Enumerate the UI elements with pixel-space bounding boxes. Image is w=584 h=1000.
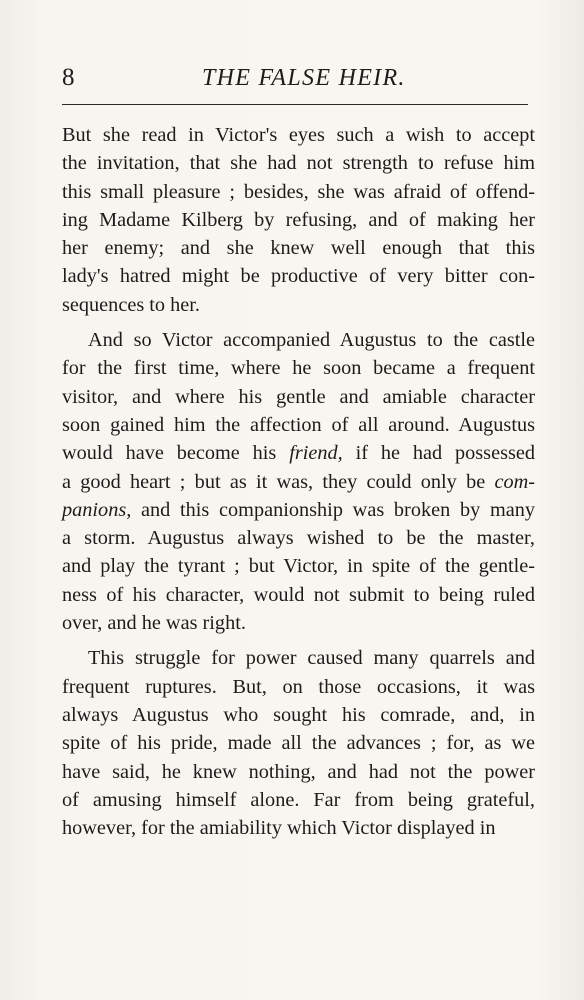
italic-word: com- <box>494 470 535 493</box>
text-line <box>62 524 535 552</box>
text-run: spite of his pride, made all the advances ; for, as we <box>62 732 535 755</box>
text-line <box>62 609 535 637</box>
text-line <box>62 178 535 206</box>
text-run: sequences to her. <box>62 293 200 316</box>
text-run: her enemy; and she knew well enough that this <box>62 237 535 260</box>
text-run: lady's hatred might be productive of very bitter con- <box>62 265 535 288</box>
text-run: however, for the amiability which Victor displayed in <box>62 817 496 840</box>
text-run: over, and he was right. <box>62 612 246 635</box>
text-line <box>62 121 535 149</box>
text-line <box>62 354 535 382</box>
text-run: But she read in Victor's eyes such a wish to accept <box>62 124 535 146</box>
text-line <box>62 326 535 354</box>
text-line <box>62 701 535 729</box>
body-text <box>62 121 535 842</box>
text-line <box>62 496 535 524</box>
running-head <box>62 63 528 93</box>
text-run: visitor, and where his gentle and amiable character <box>62 385 535 408</box>
paragraph <box>62 644 535 842</box>
text-line <box>62 644 535 672</box>
text-run: if he had possessed <box>342 442 536 465</box>
text-line <box>62 786 535 814</box>
text-run: for the first time, where he soon became a frequent <box>62 357 535 380</box>
text-run: of amusing himself alone. Far from being grateful, <box>62 788 535 811</box>
text-run: and play the tyrant ; but Victor, in spite of the gentle- <box>62 555 535 578</box>
text-run: ing Madame Kilberg by refusing, and of making her <box>62 208 535 231</box>
text-run: a storm. Augustus always wished to be the master, <box>62 527 535 550</box>
italic-word: panions, <box>62 498 132 521</box>
text-line <box>62 729 535 757</box>
text-line <box>62 581 535 609</box>
text-line <box>62 411 535 439</box>
text-run: a good heart ; but as it was, they could only be <box>62 470 495 493</box>
italic-word: friend, <box>289 442 343 465</box>
text-line <box>62 673 535 701</box>
text-run: This struggle for power caused many quarrels and <box>88 647 535 670</box>
text-line <box>62 552 535 580</box>
text-run: this small pleasure ; besides, she was afraid of offend- <box>62 180 535 203</box>
text-line <box>62 758 535 786</box>
text-run: And so Victor accompanied Augustus to the castle <box>88 329 535 352</box>
paragraph <box>62 326 535 637</box>
text-run: have said, he knew nothing, and had not the power <box>62 760 535 783</box>
text-line <box>62 234 535 262</box>
text-line <box>62 206 535 234</box>
text-run: the invitation, that she had not strength to refuse him <box>62 152 535 175</box>
text-run: would have become his <box>62 442 290 465</box>
paragraph-gap <box>62 319 535 326</box>
paragraph-gap <box>62 637 535 644</box>
text-run: ness of his character, would not submit to being ruled <box>62 583 535 606</box>
paragraph <box>62 121 535 319</box>
running-title: THE FALSE HEIR. <box>202 65 406 91</box>
page-number: 8 <box>62 64 75 91</box>
text-run: and this companionship was broken by many <box>131 498 535 521</box>
text-line <box>62 149 535 177</box>
text-run: frequent ruptures. But, on those occasions, it was <box>62 675 535 698</box>
text-line <box>62 468 535 496</box>
text-line <box>62 262 535 290</box>
text-line <box>62 291 535 319</box>
header-rule <box>62 104 528 105</box>
text-line <box>62 383 535 411</box>
text-run: always Augustus who sought his comrade, and, in <box>62 703 535 726</box>
text-run: soon gained him the affection of all around. Augustus <box>62 413 535 436</box>
text-line <box>62 439 535 467</box>
text-line <box>62 814 535 842</box>
